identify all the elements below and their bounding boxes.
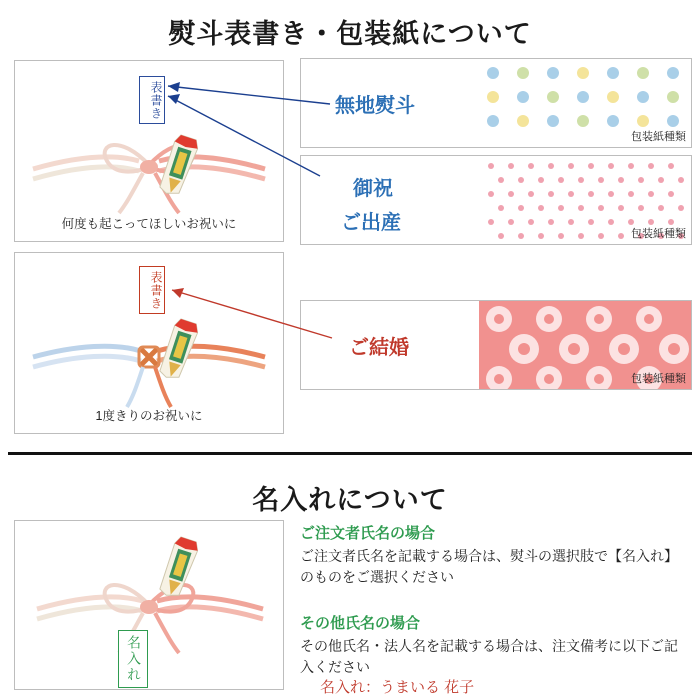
section-1-title: 熨斗表書き・包装紙について bbox=[168, 19, 532, 49]
noshi-caption-2: 1度きりのお祝いに bbox=[95, 409, 203, 423]
wrapping-label-muji: 無地熨斗 bbox=[335, 95, 415, 117]
noshi-card-nairei bbox=[14, 520, 284, 690]
nairei-body-2: その他氏名・法人名を記載する場合は、注文備考に以下ご記入ください bbox=[300, 638, 678, 675]
section-2-title: 名入れについて bbox=[252, 485, 448, 515]
noshi-caption-1: 何度も起こってほしいお祝いに bbox=[61, 217, 237, 231]
section-divider bbox=[8, 452, 692, 455]
wrapping-label-kekkon: ご結婚 bbox=[349, 337, 409, 359]
noshi-illustration-nairei bbox=[15, 521, 283, 689]
wrapping-box-kekkon bbox=[300, 300, 692, 390]
wrapping-box-oiwai bbox=[300, 155, 692, 245]
wrapping-note-3: 包装紙種類 bbox=[631, 373, 686, 385]
nairei-box: 名入れ bbox=[118, 630, 148, 688]
wrapping-note-2: 包装紙種類 bbox=[631, 228, 686, 240]
omotegaki-box-1: 表書き bbox=[139, 76, 165, 124]
wrapping-label-goshussan: ご出産 bbox=[341, 212, 401, 234]
omotegaki-box-2: 表書き bbox=[139, 266, 165, 314]
nairei-body-1: ご注文者氏名を記載する場合は、熨斗の選択肢で【名入れ】のものをご選択ください bbox=[300, 548, 678, 585]
nairei-heading-2: その他氏名の場合 bbox=[300, 615, 421, 632]
wrapping-label-oiwai: 御祝 bbox=[353, 178, 393, 200]
wrapping-box-muji bbox=[300, 58, 692, 148]
wrapping-note-1: 包装紙種類 bbox=[631, 131, 686, 143]
nairei-example: 名入れ：うまいる 花子 bbox=[320, 679, 475, 696]
nairei-heading-1: ご注文者氏名の場合 bbox=[300, 525, 436, 542]
